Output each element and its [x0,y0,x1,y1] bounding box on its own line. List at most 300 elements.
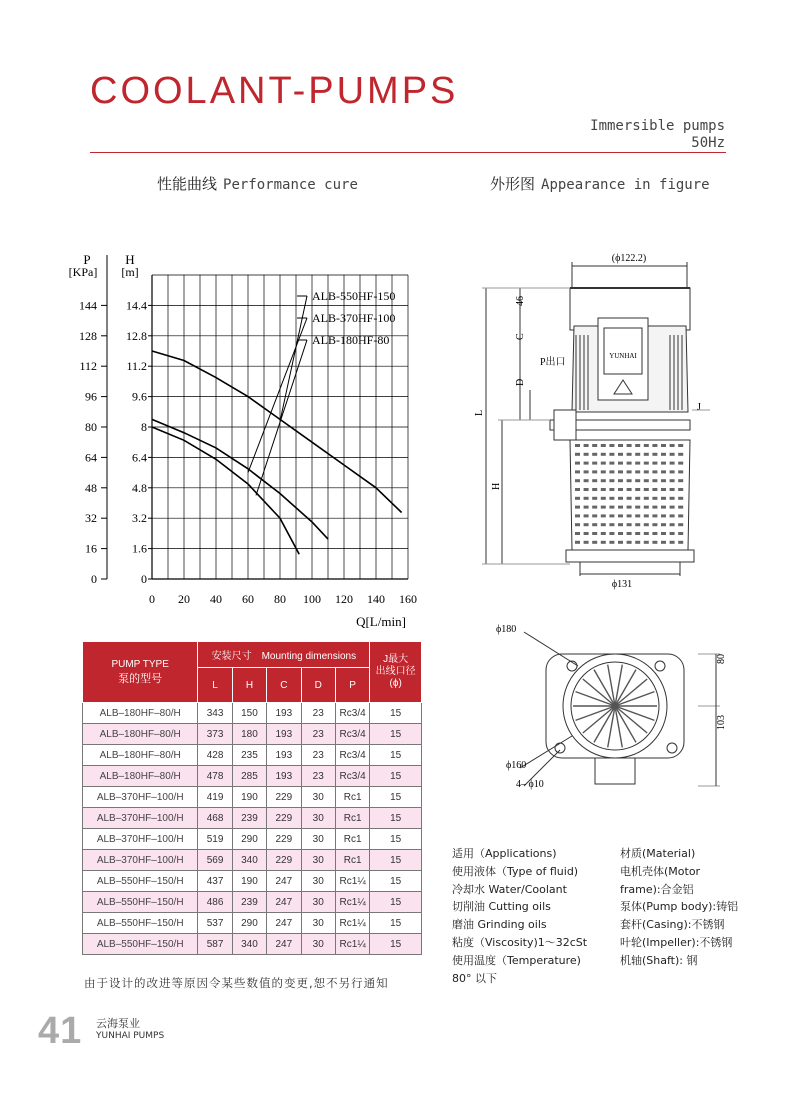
mesh-hole [661,479,666,482]
mesh-hole [644,523,649,526]
pump-type-header-en: PUMP TYPE [111,658,169,670]
mesh-hole [601,523,606,526]
h-tick-label: 14.4 [126,298,147,313]
table-cell: 15 [370,913,422,934]
p-tick-label: 144 [79,298,97,313]
mesh-hole [575,506,580,509]
mesh-hole [678,470,683,473]
table-cell: 285 [232,766,266,787]
prop-motor-frame-value: frame):合金铝 [620,882,694,896]
table-cell: 419 [198,787,232,808]
pump-type-header [83,642,198,703]
mesh-hole [678,541,683,544]
table-cell: 229 [267,787,301,808]
table-cell: 15 [370,745,422,766]
mesh-hole [609,523,614,526]
table-row [83,724,422,745]
performance-heading [157,173,358,194]
j-label: J [697,402,701,413]
table-cell: 569 [198,850,232,871]
table-cell: 290 [232,913,266,934]
h-tick-label: 3.2 [132,511,147,526]
table-cell: Rc1 [335,808,369,829]
pump-type-cell: ALB–550HF–150/H [83,934,198,955]
mesh-hole [601,488,606,491]
header-rule [90,152,726,153]
page-number: 41 [38,1010,83,1052]
mesh-hole [661,453,666,456]
prop-cutting-oils: 切削油 Cutting oils [452,900,551,914]
table-cell: 537 [198,913,232,934]
mesh-hole [584,514,589,517]
appearance-heading [490,173,710,194]
table-cell: 193 [267,724,301,745]
mesh-hole [618,470,623,473]
mesh-hole [670,541,675,544]
mesh-hole [635,541,640,544]
dim-d-label: D [515,378,526,386]
table-cell: 235 [232,745,266,766]
prop-shaft: 机轴(Shaft): 钢 [620,953,698,967]
mesh-hole [601,453,606,456]
mesh-hole [652,514,657,517]
mesh-hole [678,532,683,535]
table-cell: 340 [232,850,266,871]
mesh-hole [661,470,666,473]
mesh-hole [609,453,614,456]
mesh-hole [601,506,606,509]
p-tick-label: 64 [85,450,97,465]
table-cell: 30 [301,850,335,871]
p-tick-label: 112 [79,359,97,374]
mesh-hole [609,497,614,500]
x-tick-label: 60 [242,592,254,606]
table-cell: 486 [198,892,232,913]
dia-160-label: ϕ160 [506,760,527,771]
x-tick-label: 80 [274,592,286,606]
mesh-hole [627,514,632,517]
table-row [83,913,422,934]
pump-type-cell: ALB–180HF–80/H [83,724,198,745]
pump-type-cell: ALB–370HF–100/H [83,808,198,829]
p-tick-label: 128 [79,328,97,343]
mesh-hole [627,532,632,535]
table-cell: 478 [198,766,232,787]
table-cell: Rc1¼ [335,871,369,892]
mesh-hole [661,514,666,517]
table-row [83,787,422,808]
table-cell: Rc3/4 [335,766,369,787]
table-cell: 15 [370,892,422,913]
mesh-hole [652,444,657,447]
mesh-hole [652,488,657,491]
mesh-hole [635,444,640,447]
p-tick-label: 96 [85,389,97,404]
pump-type-cell: ALB–550HF–150/H [83,871,198,892]
table-cell: 15 [370,703,422,724]
dim-c-label: C [515,333,526,340]
table-row [83,703,422,724]
table-cell: 15 [370,850,422,871]
mesh-hole [592,444,597,447]
dim-80-label: 80 [716,654,727,664]
mesh-hole [644,444,649,447]
mesh-hole [618,541,623,544]
mesh-hole [644,541,649,544]
x-tick-label: 0 [149,592,155,606]
table-cell: 30 [301,913,335,934]
prop-coolant: 冷却水 Water/Coolant [452,882,567,896]
table-row [83,829,422,850]
dim-46-label: 46 [515,296,526,306]
mesh-hole [575,479,580,482]
mesh-hole [678,514,683,517]
mesh-hole [670,532,675,535]
mesh-hole [678,444,683,447]
dia-180-label: ϕ180 [496,624,517,635]
pump-top-view [480,620,730,800]
table-cell: Rc1¼ [335,934,369,955]
mesh-hole [652,497,657,500]
disclaimer-note: 由于设计的改进等原因令某些数值的变更,恕不另行通知 [84,976,389,990]
table-cell: 15 [370,808,422,829]
table-cell: 30 [301,808,335,829]
table-cell: 23 [301,703,335,724]
mesh-hole [592,523,597,526]
table-row [83,745,422,766]
mesh-hole [584,497,589,500]
performance-heading-cn: 性能曲线 [157,175,218,193]
chart-curves [152,351,402,554]
table-cell: Rc1¼ [335,892,369,913]
prop-fluid: 使用液体（Type of fluid) [452,864,579,878]
table-cell: 30 [301,892,335,913]
table-cell: 519 [198,829,232,850]
mesh-hole [601,497,606,500]
brand-plate-text: YUNHAI [609,352,637,360]
dia-bottom-label: ϕ131 [611,579,633,590]
mesh-hole [678,523,683,526]
mesh-hole [635,506,640,509]
footer-brand-en: YUNHAI PUMPS [96,1031,165,1041]
mesh-hole [652,523,657,526]
table-cell: 247 [267,934,301,955]
prop-pump-body: 泵体(Pump body):铸铝 [620,900,739,914]
mesh-hole [618,488,623,491]
mesh-hole [592,497,597,500]
x-tick-label: 140 [367,592,385,606]
mesh-hole [609,444,614,447]
prop-temperature: 使用温度（Temperature) [452,953,581,967]
mesh-hole [652,453,657,456]
mesh-hole [592,479,597,482]
table-cell: 15 [370,871,422,892]
mesh-hole [627,453,632,456]
table-cell: 229 [267,829,301,850]
mesh-hole [644,453,649,456]
mesh-hole [644,532,649,535]
h-tick-label: 12.8 [126,328,147,343]
p-axis-symbol: P [83,252,91,267]
table-cell: 290 [232,829,266,850]
table-cell: Rc3/4 [335,724,369,745]
h-tick-label: 4.8 [132,480,147,495]
mesh-hole [644,506,649,509]
mesh-hole [678,488,683,491]
properties-right [620,845,738,970]
table-cell: 190 [232,787,266,808]
mesh-hole [661,444,666,447]
mesh-hole [618,453,623,456]
table-cell: 15 [370,829,422,850]
pump-type-cell: ALB–370HF–100/H [83,829,198,850]
mesh-hole [652,479,657,482]
mesh-hole [627,470,632,473]
dim-h-label: H [491,482,502,490]
mesh-hole [670,462,675,465]
mesh-hole [627,479,632,482]
mesh-hole [592,488,597,491]
subtitle-frequency: 50Hz [691,135,725,151]
mesh-hole [635,523,640,526]
table-cell: Rc3/4 [335,745,369,766]
table-cell: Rc1¼ [335,913,369,934]
mesh-hole [592,506,597,509]
col-header-d: D [301,668,335,703]
dim-103-label: 103 [716,715,727,730]
j-header: J最大 出线口径 (ϕ) [370,642,422,703]
mesh-hole [652,541,657,544]
table-cell: Rc1 [335,850,369,871]
h-tick-label: 6.4 [132,450,147,465]
terminal-box-top [595,758,635,784]
table-cell: 30 [301,787,335,808]
col-header-l: L [198,668,232,703]
mesh-hole [661,497,666,500]
table-cell: 247 [267,913,301,934]
appearance-heading-en: Appearance in figure [541,177,710,193]
mesh-hole [661,462,666,465]
table-cell: 23 [301,724,335,745]
mesh-hole [661,506,666,509]
mesh-hole [661,532,666,535]
footer-brand [96,1018,164,1042]
prop-viscosity: 粘度（Viscosity)1～32cSt [452,935,588,949]
prop-temperature-value: 80° 以下 [452,971,497,985]
table-cell: 23 [301,745,335,766]
mesh-hole [670,514,675,517]
table-cell: 193 [267,703,301,724]
table-cell: 15 [370,934,422,955]
mesh-hole [584,479,589,482]
mesh-hole [584,541,589,544]
mesh-hole [618,497,623,500]
mesh-hole [670,479,675,482]
mesh-hole [644,514,649,517]
mesh-hole [609,470,614,473]
p-axis-unit: [KPa] [68,265,98,279]
mesh-hole [575,488,580,491]
pump-side-view [462,240,722,600]
table-cell: Rc1 [335,829,369,850]
mesh-hole [601,470,606,473]
x-tick-label: 120 [335,592,353,606]
mesh-hole [584,532,589,535]
mesh-hole [584,462,589,465]
table-cell: 180 [232,724,266,745]
legend-label: ALB-180HF-80 [312,333,390,347]
mesh-hole [575,523,580,526]
h-tick-label: 11.2 [126,359,147,374]
mesh-hole [601,541,606,544]
table-cell: 437 [198,871,232,892]
performance-chart [55,248,435,633]
mounting-dimensions-table [82,641,422,955]
mesh-hole [584,470,589,473]
mesh-hole [678,497,683,500]
mesh-hole [592,514,597,517]
pump-type-cell: ALB–180HF–80/H [83,766,198,787]
mesh-hole [575,444,580,447]
mesh-hole [601,532,606,535]
col-header-h: H [232,668,266,703]
p-tick-label: 32 [85,511,97,526]
mesh-hole [618,506,623,509]
table-cell: 30 [301,829,335,850]
mesh-hole [678,453,683,456]
col-header-p: P [335,668,369,703]
pump-type-cell: ALB–370HF–100/H [83,850,198,871]
mesh-hole [635,497,640,500]
x-tick-label: 20 [178,592,190,606]
mesh-hole [652,506,657,509]
legend-arrow [248,318,307,473]
mesh-hole [644,497,649,500]
mesh-hole [635,514,640,517]
x-tick-label: 100 [303,592,321,606]
pump-type-cell: ALB–550HF–150/H [83,892,198,913]
table-row [83,892,422,913]
mesh-hole [627,497,632,500]
prop-motor-frame: 电机壳体(Motor [620,864,701,878]
mesh-hole [575,497,580,500]
table-cell: 193 [267,745,301,766]
p-tick-label: 80 [85,420,97,434]
h-axis-unit: [m] [121,265,139,279]
legend-label: ALB-550HF-150 [312,289,396,303]
mesh-hole [575,462,580,465]
table-row [83,808,422,829]
prop-applications: 适用（Applications) [452,847,557,860]
chart-legend [248,289,395,495]
table-cell: 343 [198,703,232,724]
table-row [83,934,422,955]
p-tick-label: 0 [91,572,97,586]
mesh-hole [575,532,580,535]
mesh-hole [575,541,580,544]
mesh-hole [618,479,623,482]
mesh-hole [601,479,606,482]
mesh-hole [592,462,597,465]
mesh-hole [592,453,597,456]
mesh-hole [609,541,614,544]
mesh-hole [670,470,675,473]
mesh-hole [635,453,640,456]
table-cell: Rc1 [335,787,369,808]
table-cell: 468 [198,808,232,829]
h-tick-label: 9.6 [132,389,147,404]
mesh-hole [644,479,649,482]
table-cell: 15 [370,787,422,808]
p-tick-label: 16 [85,541,97,556]
mesh-hole [601,444,606,447]
mesh-hole [635,462,640,465]
mesh-hole [609,462,614,465]
mesh-hole [618,514,623,517]
mesh-hole [670,444,675,447]
mesh-hole [661,523,666,526]
h-axis-symbol: H [125,252,135,267]
mesh-hole [644,462,649,465]
mesh-hole [670,523,675,526]
table-cell: 150 [232,703,266,724]
properties-left [452,845,587,987]
holes-label: 4– ϕ10 [516,779,544,790]
table-cell: 239 [232,892,266,913]
h-tick-label: 0 [141,572,147,586]
mesh-hole [661,541,666,544]
mesh-hole [618,444,623,447]
prop-grinding-oils: 磨油 Grinding oils [452,918,547,932]
table-cell: 428 [198,745,232,766]
mesh-hole [618,523,623,526]
mesh-hole [575,470,580,473]
table-cell: 373 [198,724,232,745]
dim-l-label: L [474,409,485,416]
mesh-hole [678,479,683,482]
mesh-hole [627,523,632,526]
appearance-heading-cn: 外形图 [490,175,536,193]
mesh-hole [644,488,649,491]
table-cell: Rc3/4 [335,703,369,724]
table-cell: 15 [370,724,422,745]
outlet-port [554,410,576,440]
mesh-hole [609,506,614,509]
mesh-hole [601,514,606,517]
table-cell: 239 [232,808,266,829]
mesh-hole [584,444,589,447]
table-cell: 340 [232,934,266,955]
prop-material: 材质(Material) [620,847,696,860]
dia-top-label: (ϕ122.2) [611,253,647,264]
mesh-hole [592,470,597,473]
mesh-hole [609,479,614,482]
mesh-hole [678,506,683,509]
mesh-hole [584,523,589,526]
table-cell: 190 [232,871,266,892]
page-title: COOLANT-PUMPS [90,70,459,112]
mesh-hole [584,488,589,491]
mesh-hole [635,488,640,491]
col-header-c: C [267,668,301,703]
x-tick-label: 160 [399,592,417,606]
mesh-hole [635,470,640,473]
mesh-hole [627,462,632,465]
mesh-hole [652,462,657,465]
mesh-hole [661,488,666,491]
table-cell: 229 [267,850,301,871]
mesh-hole [644,470,649,473]
